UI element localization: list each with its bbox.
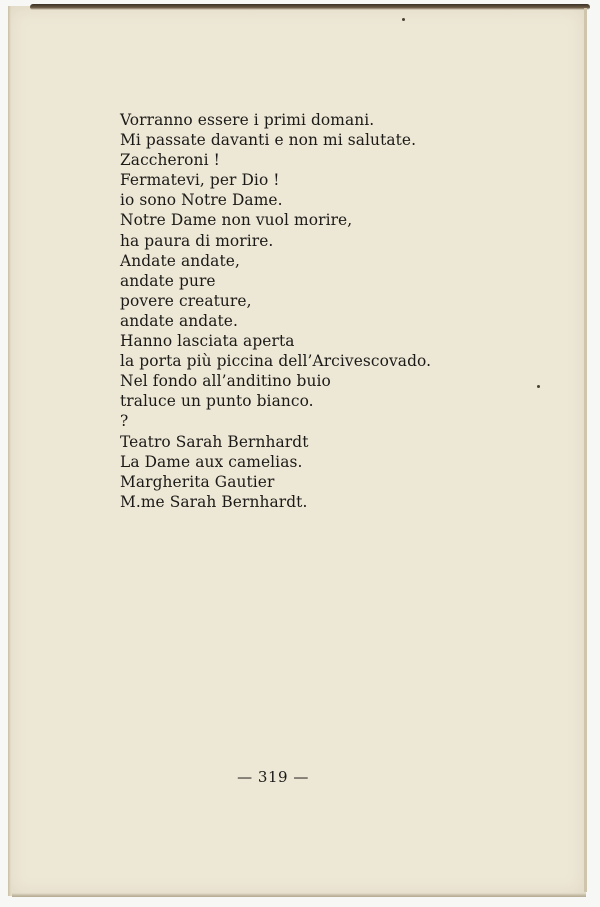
poem-line: io sono Notre Dame. (120, 191, 283, 210)
poem-line: Notre Dame non vuol morire, (120, 211, 353, 230)
page-top-edge (30, 4, 590, 10)
poem-line: povere creature, (120, 291, 252, 310)
poem-line: andate andate. (120, 311, 239, 330)
poem-line: M.me Sarah Bernhardt. (120, 492, 308, 511)
poem-text (120, 110, 440, 512)
poem-line: Zaccheroni ! (120, 151, 220, 170)
poem-line: Andate andate, (120, 251, 240, 270)
poem-line: ha paura di morire. (120, 231, 274, 250)
page-gutter-shadow (8, 6, 11, 896)
poem-line: Fermatevi, per Dio ! (120, 171, 280, 190)
poem-line: la porta più piccina dell’Arcivescovado. (120, 352, 432, 371)
paper-speck (537, 385, 540, 388)
poem-line: ? (120, 412, 129, 431)
poem-line: andate pure (120, 271, 216, 290)
poem-line: Nel fondo all’anditino buio (120, 372, 331, 391)
page-number: — 319 — (237, 768, 309, 786)
poem-line: Margherita Gautier (120, 472, 275, 491)
page-right-edge (584, 8, 587, 892)
page-bottom-edge (12, 893, 586, 897)
paper-speck (402, 18, 405, 21)
poem-line: traluce un punto bianco. (120, 392, 314, 411)
poem-line: Mi passate davanti e non mi salutate. (120, 131, 417, 150)
poem-line: Hanno lasciata aperta (120, 332, 295, 351)
poem-line: Teatro Sarah Bernhardt (120, 432, 309, 451)
poem-line: La Dame aux camelias. (120, 452, 303, 471)
poem-line: Vorranno essere i primi domani. (120, 111, 375, 129)
